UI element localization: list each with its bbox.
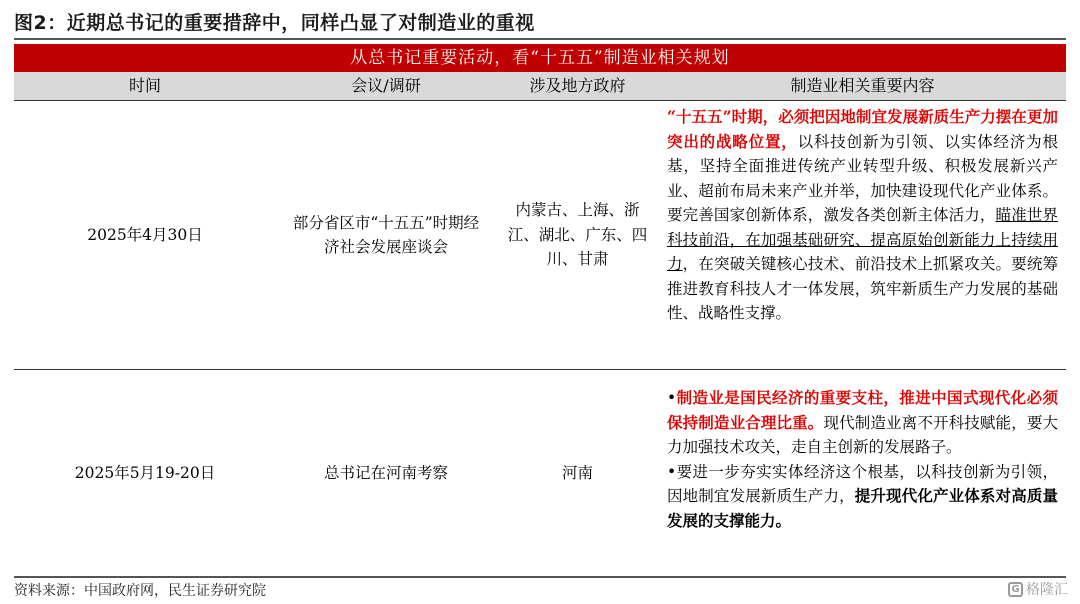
row-localities: 河南 <box>561 463 593 482</box>
bullet: • <box>667 389 677 407</box>
watermark-text: 格隆汇 <box>1026 582 1068 598</box>
watermark-logo-icon: G <box>1008 582 1023 597</box>
content-text: 现代制造业离不开科技赋能，要大力加强技术攻关，走自主创新的发展路子。 <box>667 413 1058 456</box>
table-banner: 从总书记重要活动，看“十五五”制造业相关规划 <box>14 44 1066 72</box>
header-localities: 涉及地方政府 <box>529 76 626 95</box>
row-localities: 内蒙古、上海、浙江、湖北、广东、四川、甘肃 <box>507 201 648 269</box>
header-meeting: 会议/调研 <box>351 76 421 95</box>
source-note: 资料来源：中国政府网，民生证券研究院 <box>14 576 1066 604</box>
figure-title: 图2：近期总书记的重要措辞中，同样凸显了对制造业的重视 <box>14 6 1066 40</box>
header-time: 时间 <box>128 76 161 95</box>
row-meeting: 总书记在河南考察 <box>323 463 448 482</box>
row-time: 2025年4月30日 <box>87 225 203 244</box>
content-highlight: “十五五”时期，必须把因地制宜发展新质生产力摆在更加突出的战略位置， <box>667 107 1058 151</box>
bullet: • <box>667 462 677 481</box>
table-row <box>14 370 1066 577</box>
content-underline: 瞄准世界科技前沿，在加强基础研究、提高原始创新能力上持续用力 <box>667 206 1058 273</box>
content-text: ，在突破关键核心技术、前沿技术上抓紧攻关。要统筹推进教育科技人才一体发展，筑牢新质生产力发展的基础性、战略性支撑。 <box>667 255 1058 322</box>
policy-table <box>14 44 1066 577</box>
row-time: 2025年5月19-20日 <box>74 463 216 482</box>
content-highlight: 制造业是国民经济的重要支柱，推进中国式现代化必须保持制造业合理比重。 <box>667 388 1058 432</box>
header-content: 制造业相关重要内容 <box>790 76 935 95</box>
content-text: 以科技创新为引领、以实体经济为根基，坚持全面推进传统产业转型升级、积极发展新兴产业、超前布局未来产业并举，加快建设现代化产业体系。要完善国家创新体系，激发各类创新主体活力， <box>667 132 1058 224</box>
row-content <box>659 101 1066 369</box>
watermark <box>1008 579 1068 599</box>
content-text: 要进一步夯实实体经济这个根基，以科技创新为引领，因地制宜发展新质生产力， <box>667 462 1058 505</box>
table-header-row <box>14 72 1066 101</box>
row-meeting: 部分省区市“十五五”时期经济社会发展座谈会 <box>292 213 480 256</box>
row-content <box>659 370 1066 576</box>
table-row <box>14 101 1066 370</box>
content-bold: 提升现代化产业体系对高质量发展的支撑能力。 <box>667 486 1058 530</box>
